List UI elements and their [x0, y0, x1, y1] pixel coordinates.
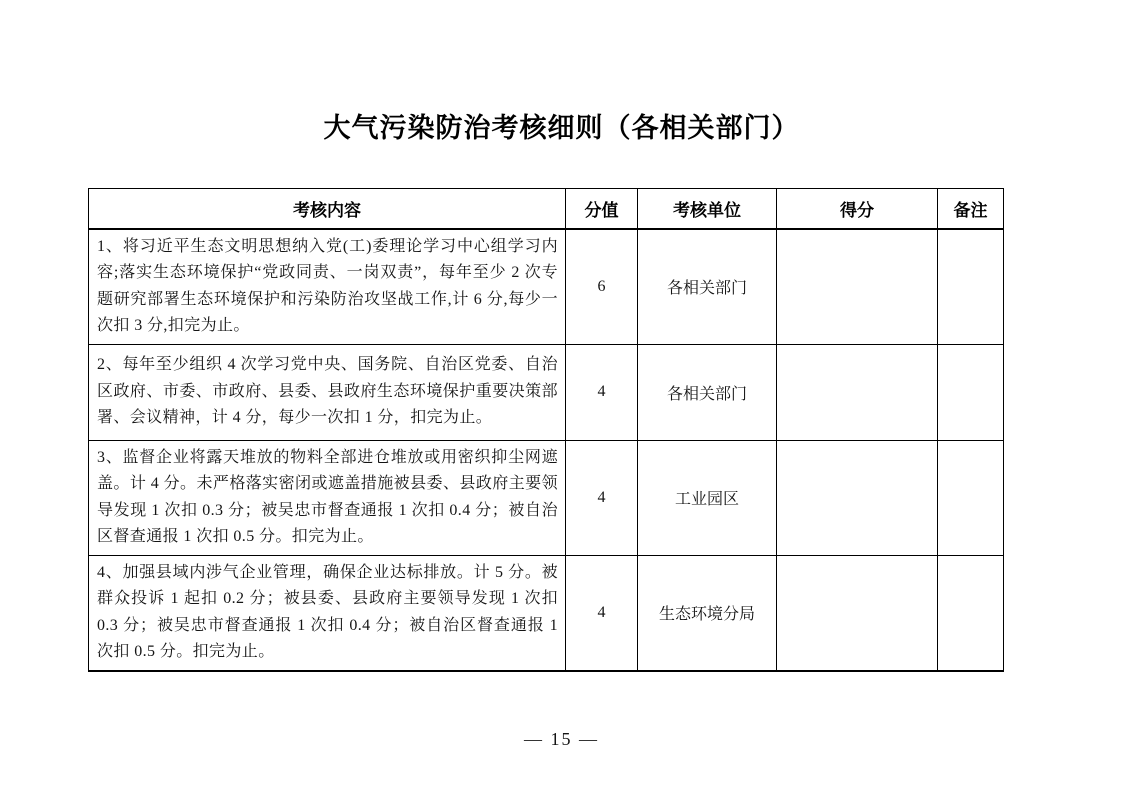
table-header-row	[89, 189, 1004, 229]
table-row	[89, 555, 1004, 671]
score-value-cell: 4	[566, 344, 638, 440]
header-assessment-content: 考核内容	[89, 189, 566, 229]
score-value-cell: 4	[566, 440, 638, 555]
table-row	[89, 229, 1004, 345]
obtained-score-cell	[777, 440, 938, 555]
remark-cell	[938, 229, 1004, 345]
score-value-cell: 6	[566, 229, 638, 345]
header-obtained-score: 得分	[777, 189, 938, 229]
obtained-score-cell	[777, 229, 938, 345]
table-row	[89, 344, 1004, 440]
assessment-content-cell: 3、监督企业将露天堆放的物料全部进仓堆放或用密织抑尘网遮盖。计 4 分。未严格落实密闭或遮盖措施被县委、县政府主要领导发现 1 次扣 0.3 分；被吴忠市督查通报 1 次扣 0.4 分；被自治区督查通报 1 次扣 0.5 分。扣完为止。	[89, 440, 566, 555]
page-number: — 15 —	[524, 729, 599, 749]
assessment-content-cell: 2、每年至少组织 4 次学习党中央、国务院、自治区党委、自治区政府、市委、市政府、县委、县政府生态环境保护重要决策部署、会议精神，计 4 分，每少一次扣 1 分，扣完为止。	[89, 344, 566, 440]
obtained-score-cell	[777, 555, 938, 671]
assessment-content-cell: 4、加强县域内涉气企业管理，确保企业达标排放。计 5 分。被群众投诉 1 起扣 0.2 分；被县委、县政府主要领导发现 1 次扣 0.3 分；被吴忠市督查通报 1 次扣 0.4 分；被自治区督查通报 1 次扣 0.5 分。扣完为止。	[89, 555, 566, 671]
obtained-score-cell	[777, 344, 938, 440]
score-value-cell: 4	[566, 555, 638, 671]
assessment-content-cell: 1、将习近平生态文明思想纳入党(工)委理论学习中心组学习内容;落实生态环境保护“党政同责、一岗双责”，每年至少 2 次专题研究部署生态环境保护和污染防治攻坚战工作,计 6 分,每少一次扣 3 分,扣完为止。	[89, 229, 566, 345]
header-score-value: 分值	[566, 189, 638, 229]
header-assessment-unit: 考核单位	[638, 189, 777, 229]
remark-cell	[938, 440, 1004, 555]
assessment-unit-cell: 各相关部门	[638, 344, 777, 440]
remark-cell	[938, 555, 1004, 671]
remark-cell	[938, 344, 1004, 440]
table-row	[89, 440, 1004, 555]
assessment-unit-cell: 生态环境分局	[638, 555, 777, 671]
assessment-unit-cell: 各相关部门	[638, 229, 777, 345]
header-remark: 备注	[938, 189, 1004, 229]
assessment-unit-cell: 工业园区	[638, 440, 777, 555]
document-title: 大气污染防治考核细则（各相关部门）	[323, 113, 800, 143]
assessment-table	[88, 188, 1004, 672]
